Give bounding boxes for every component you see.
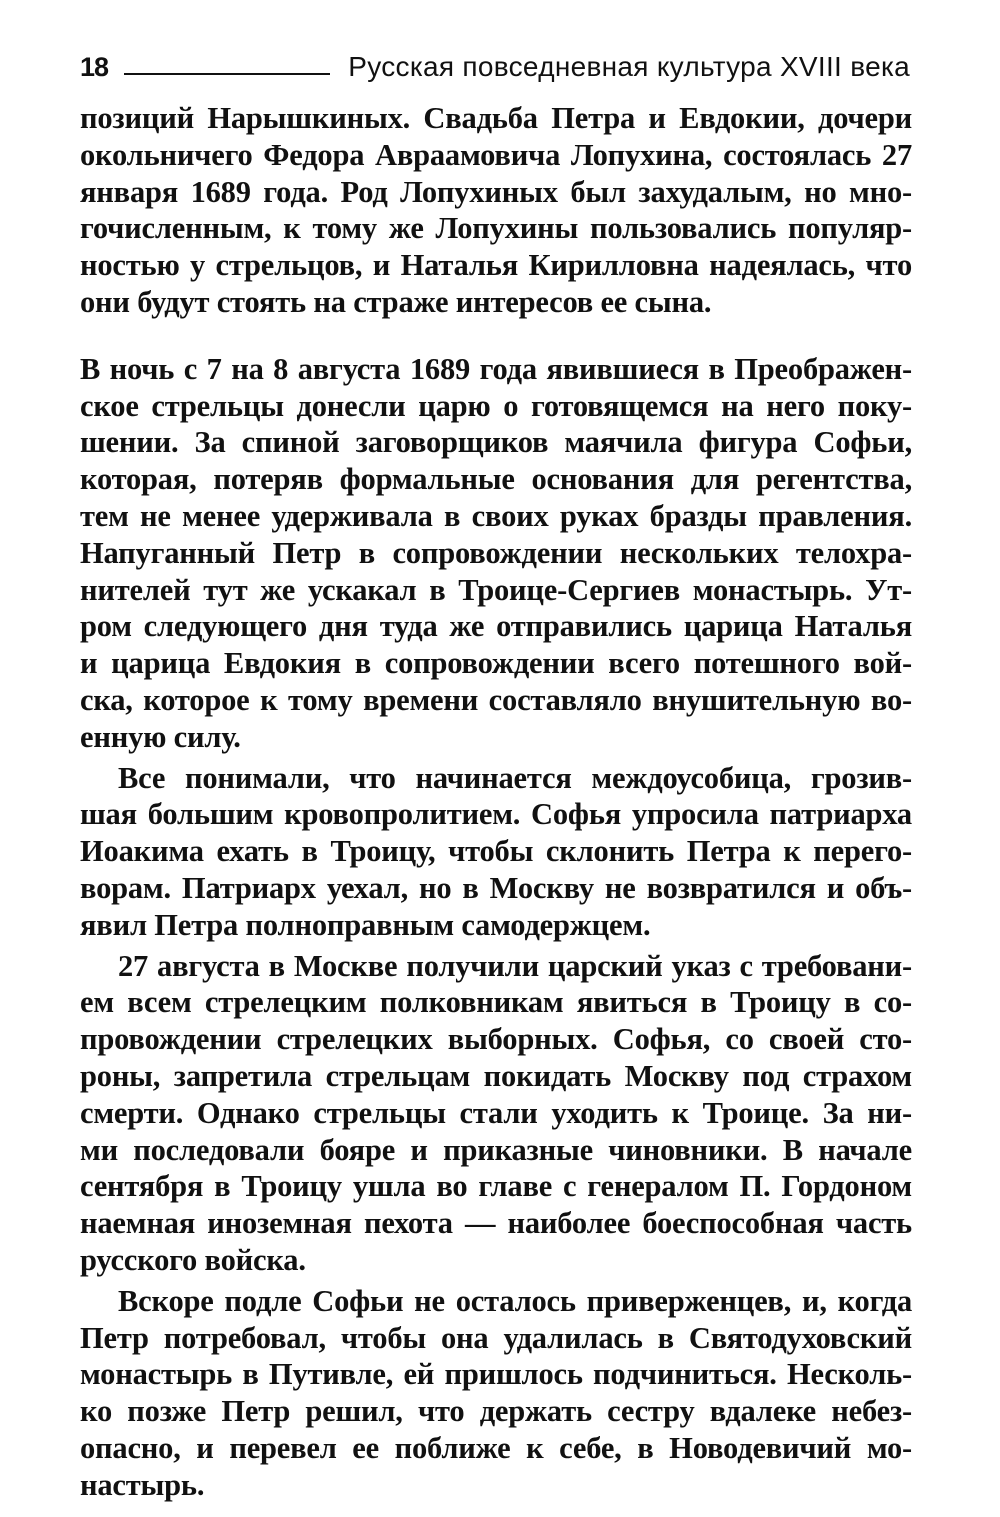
text-line: они будут стоять на страже интересов ее сына. [80,284,712,319]
text-line: позиций Нарышкиных. Свадьба Петра и Евдокии, дочери [80,101,912,135]
text-line: Напуганный Петр в сопровождении нескольких телохра- [80,535,912,570]
text-line: ко позже Петр решил, что держать сестру вдалеке небез- [80,1394,912,1429]
text-line: которая, потеряв формальные основания для регентства, [80,462,912,497]
text-line: настырь. [80,1467,205,1502]
text-line: Вскоре подле Софьи не осталось приверженцев, и, когда [118,1283,912,1318]
text-line: шении. За спиной заговорщиков маячила фигура Софьи, [80,425,912,460]
paragraph-5 [80,1283,912,1504]
running-head [80,42,910,82]
paragraph-1 [80,100,912,321]
running-title: Русская повседневная культура XVIII века [348,51,910,82]
text-line: ми последовали бояре и приказные чиновники. В начале [80,1132,912,1167]
text-line: наемная иноземная пехота — наиболее боеспособная часть [80,1206,912,1241]
text-line: тем не менее удерживала в своих руках бразды правления. [80,498,912,533]
text-line: нителей тут же ускакал в Троице-Сергиев монастырь. Ут- [80,572,912,607]
text-line: 27 августа в Москве получили царский указ с требовани- [118,948,912,983]
text-line: сентября в Троицу ушла во главе с генералом П. Гордоном [80,1169,912,1204]
paragraph-4 [80,948,912,1279]
text-line: гочисленным, к тому же Лопухины пользовались популяр- [80,211,912,246]
text-line: явил Петра полноправным самодержцем. [80,907,651,942]
text-line: русского войска. [80,1242,306,1277]
text-line: ром следующего дня туда же отправились царица Наталья [80,609,912,644]
text-line: января 1689 года. Род Лопухиных был захудалым, но мно- [80,174,912,209]
body-text [80,100,912,1503]
text-line: енную силу. [80,719,241,754]
text-line: Все понимали, что начинается междоусобица, грозив- [118,760,912,795]
header-rule [124,73,330,75]
text-line: роны, запретила стрельцам покидать Москву под страхом [80,1058,912,1093]
text-line: окольничего Федора Авраамовича Лопухина, состоялась 27 [80,137,912,172]
text-line: ем всем стрелецким полковникам явиться в Троицу в со- [80,985,912,1020]
text-line: смерти. Однако стрельцы стали уходить к Троице. За ни- [80,1095,912,1130]
text-line: ское стрельцы донесли царю о готовящемся на него поку- [80,388,912,423]
text-line: Иоакима ехать в Троицу, чтобы склонить Петра к перего- [80,834,912,869]
text-line: опасно, и перевел ее поближе к себе, в Новодевичий мо- [80,1430,912,1465]
text-line: шая большим кровопролитием. Софья упросила патриарха [80,797,912,832]
paragraph-2 [80,351,912,756]
paragraph-break [80,321,912,351]
text-line: и царица Евдокия в сопровождении всего потешного вой- [80,646,912,681]
page-number: 18 [80,52,109,82]
text-line: Петр потребовал, чтобы она удалилась в Святодуховский [80,1320,912,1355]
text-line: В ночь с 7 на 8 августа 1689 года явившиеся в Преображен- [80,351,912,386]
text-line: монастырь в Путивле, ей пришлось подчиниться. Несколь- [80,1357,912,1392]
text-line: провождении стрелецких выборных. Софья, со своей сто- [80,1022,912,1057]
paragraph-3 [80,760,912,944]
text-line: ностью у стрельцов, и Наталья Кирилловна надеялась, что [80,248,912,283]
text-line: ворам. Патриарх уехал, но в Москву не возвратился и объ- [80,870,912,905]
text-line: ска, которое к тому времени составляло внушительную во- [80,682,912,717]
